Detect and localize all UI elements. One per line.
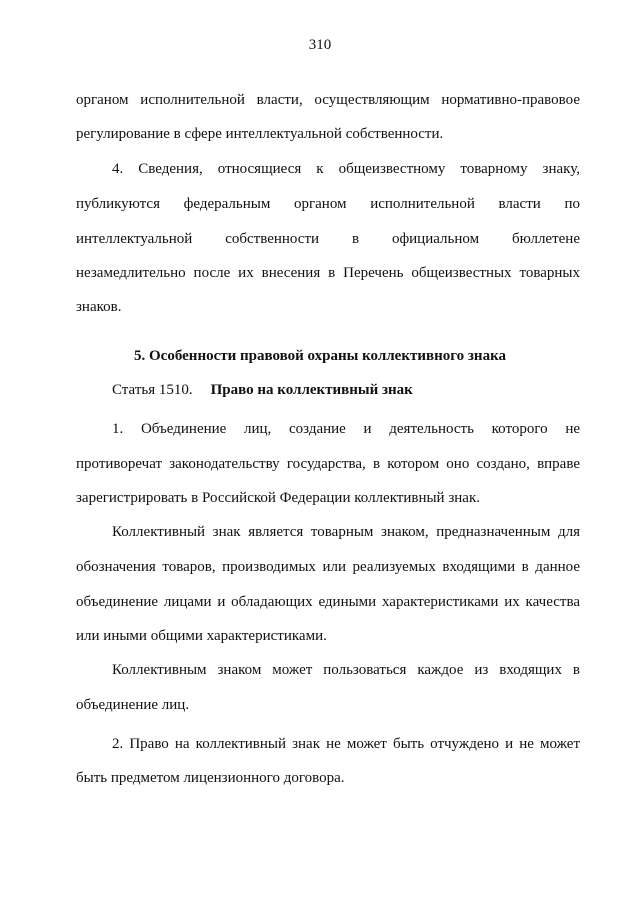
article-paragraph-2-line-4: или иными общими характеристиками.: [76, 628, 327, 644]
article-heading: [112, 380, 580, 400]
paragraph-2-line-4: незамедлительно после их внесения в Перечень общеизвестных товарных: [76, 265, 580, 281]
article-label: Статья 1510.: [112, 382, 193, 398]
page-number: 310: [308, 37, 332, 53]
article-paragraph-2-line-1: Коллективный знак является товарным знаком, предназначенным для: [112, 524, 580, 540]
article-paragraph-4-line-1: 2. Право на коллективный знак не может быть отчуждено и не может: [112, 736, 580, 752]
article-title: Право на коллективный знак: [210, 382, 413, 398]
article-paragraph-3-line-2: объединение лиц.: [76, 697, 190, 713]
paragraph-2-line-2: публикуются федеральным органом исполнительной власти по: [76, 196, 580, 212]
section-heading: 5. Особенности правовой охраны коллективного знака: [134, 348, 506, 364]
paragraph-1-line-1: органом исполнительной власти, осуществляющим нормативно-правовое: [76, 92, 580, 108]
article-paragraph-2-line-2: обозначения товаров, производимых или реализуемых входящими в данное: [76, 559, 580, 575]
paragraph-1-line-2: регулирование в сфере интеллектуальной собственности.: [76, 126, 444, 142]
article-paragraph-3-line-1: Коллективным знаком может пользоваться каждое из входящих в: [112, 662, 580, 678]
paragraph-2-line-3: интеллектуальной собственности в официальном бюллетене: [76, 231, 580, 247]
article-paragraph-2-line-3: объединение лицами и обладающих едиными характеристиками их качества: [76, 594, 580, 610]
article-paragraph-1-line-3: зарегистрировать в Российской Федерации коллективный знак.: [76, 490, 480, 506]
article-paragraph-1-line-1: 1. Объединение лиц, создание и деятельность которого не: [112, 421, 580, 437]
paragraph-2-line-5: знаков.: [76, 299, 122, 315]
paragraph-2-line-1: 4. Сведения, относящиеся к общеизвестному товарному знаку,: [112, 161, 580, 177]
article-paragraph-4-line-2: быть предметом лицензионного договора.: [76, 770, 345, 786]
article-paragraph-1-line-2: противоречат законодательству государства, в котором оно создано, вправе: [76, 456, 580, 472]
